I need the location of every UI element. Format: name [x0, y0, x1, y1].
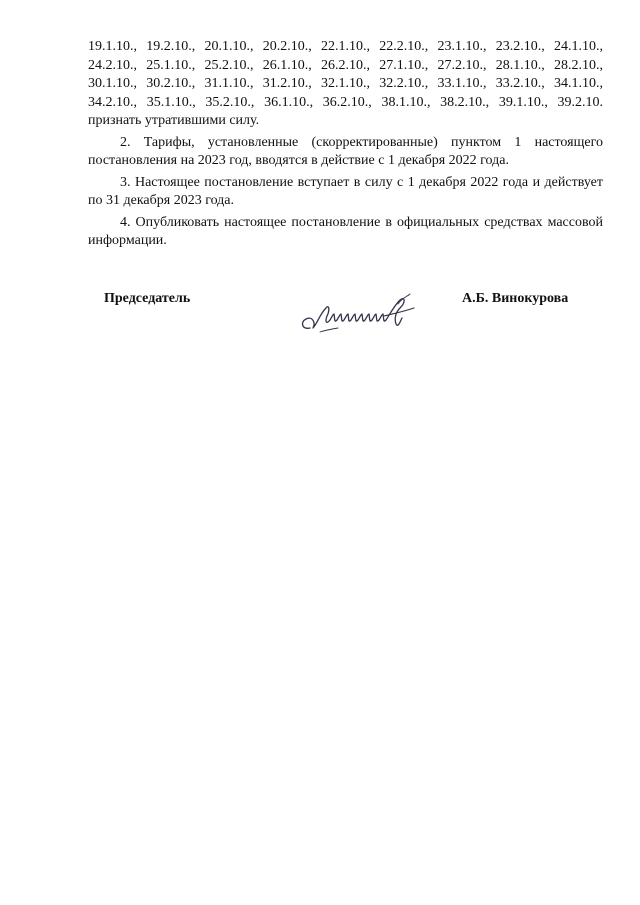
handwritten-signature	[296, 292, 426, 344]
paragraph-4: 4. Опубликовать настоящее постановление в официальных средствах массовой информации.	[88, 214, 603, 248]
document-body	[88, 38, 603, 251]
signatory-name: А.Б. Винокурова	[462, 291, 569, 306]
document-list-line: 30.1.10., 30.2.10., 31.1.10., 31.2.10., 32.1.10., 32.2.10., 33.1.10., 33.2.10., 34.1.10.,	[88, 76, 603, 91]
document-list-tail: признать утратившими силу.	[88, 113, 260, 128]
paragraph-2: 2. Тарифы, установленные (скорректированные) пунктом 1 настоящего постановления на 2023 год, вводятся в действие с 1 декабря 2022 года.	[88, 134, 603, 168]
paragraph-3: 3. Настоящее постановление вступает в силу с 1 декабря 2022 года и действует по 31 декабря 2023 года.	[88, 174, 603, 208]
document-list-line: 19.1.10., 19.2.10., 20.1.10., 20.2.10., 22.1.10., 22.2.10., 23.1.10., 23.2.10., 24.1.10.,	[88, 39, 603, 54]
signatory-title: Председатель	[104, 291, 191, 306]
document-list-line: 34.2.10., 35.1.10., 35.2.10., 36.1.10., 36.2.10., 38.1.10., 38.2.10., 39.1.10., 39.2.10.	[88, 94, 603, 110]
document-list-line: 24.2.10., 25.1.10., 25.2.10., 26.1.10., 26.2.10., 27.1.10., 27.2.10., 28.1.10., 28.2.10.,	[88, 57, 603, 73]
